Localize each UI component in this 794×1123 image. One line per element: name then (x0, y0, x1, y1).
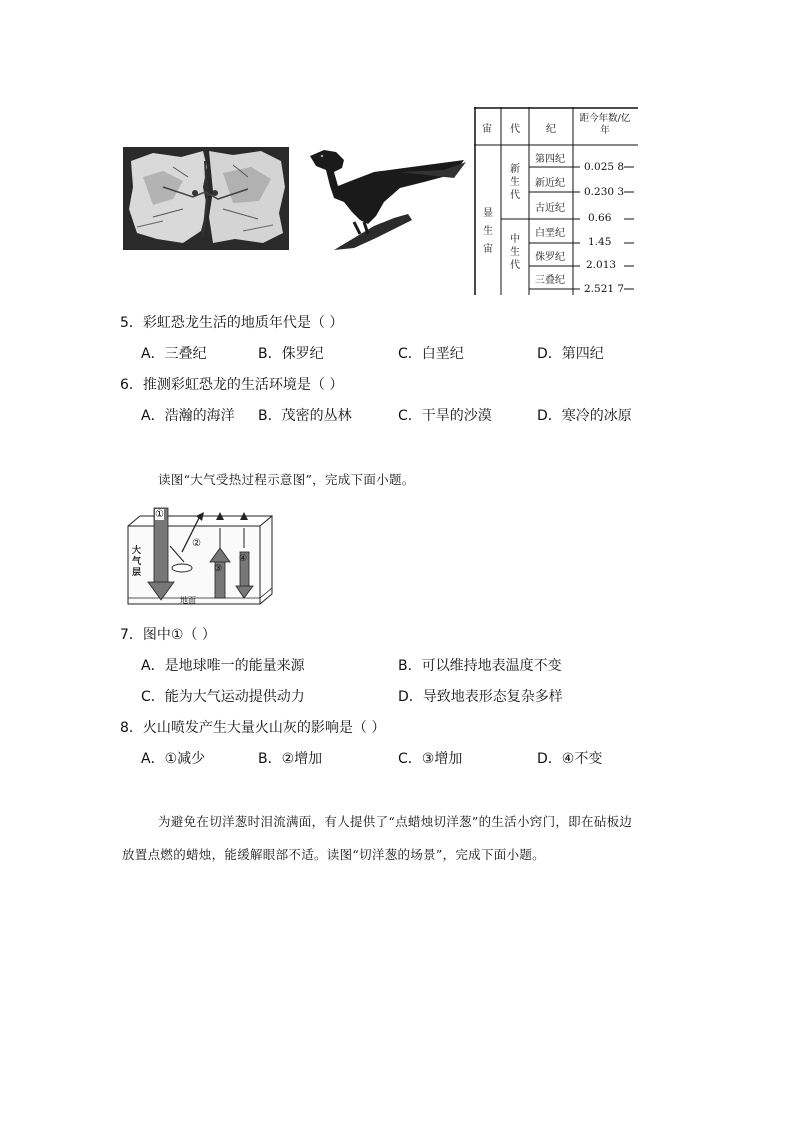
ground-label: 地面 (180, 596, 196, 605)
age-cretaceous: 1.45 (588, 236, 612, 248)
question-7-stem: 7．图中①（ ） (120, 627, 216, 643)
age-quaternary: 0.025 8 (584, 161, 625, 173)
q5-option-a[interactable]: A．三叠纪 (141, 346, 207, 362)
q7-option-a[interactable]: A．是地球唯一的能量来源 (141, 658, 305, 674)
q7-option-b[interactable]: B．可以维持地表温度不变 (398, 658, 562, 674)
q6-option-a[interactable]: A．浩瀚的海洋 (141, 408, 235, 424)
q6-option-b[interactable]: B．茂密的丛林 (258, 408, 352, 424)
period-quaternary: 第四纪 (535, 154, 565, 165)
period-triassic: 三叠纪 (535, 275, 565, 286)
age-neogene: 0.230 3 (584, 186, 625, 198)
q8-option-d[interactable]: D．④不变 (537, 751, 603, 767)
q5-option-c[interactable]: C．白垩纪 (398, 346, 464, 362)
period-neogene: 新近纪 (535, 178, 565, 189)
era-mesozoic: 中生代 (510, 234, 520, 271)
q6-option-c[interactable]: C．干旱的沙漠 (398, 408, 492, 424)
header-period: 纪 (546, 124, 556, 135)
header-era: 代 (510, 124, 520, 135)
intro-onion-line-1: 为避免在切洋葱时泪流满面，有人提供了“点蜡烛切洋葱”的生活小窍门，即在砧板边 (158, 814, 633, 829)
q8-option-c[interactable]: C．③增加 (398, 751, 463, 767)
era-cenozoic: 新生代 (510, 164, 520, 201)
fossil-image (123, 147, 289, 250)
intro-atmosphere-heating: 读图“大气受热过程示意图”，完成下面小题。 (158, 472, 415, 487)
question-6-stem: 6．推测彩虹恐龙的生活环境是（ ） (120, 377, 344, 393)
period-jurassic: 侏罗纪 (535, 252, 565, 263)
q7-option-d[interactable]: D．导致地表形态复杂多样 (398, 689, 563, 705)
marker-4: ④ (239, 554, 248, 564)
age-jurassic: 2.013 (586, 259, 617, 271)
q8-option-a[interactable]: A．①减少 (141, 751, 206, 767)
q5-option-b[interactable]: B．侏罗纪 (258, 346, 324, 362)
geologic-time-table (474, 107, 638, 295)
header-age: 距今年数/亿年 (579, 113, 631, 136)
question-8-stem: 8．火山喷发产生大量火山灰的影响是（ ） (120, 720, 386, 736)
age-paleogene: 0.66 (588, 212, 612, 224)
marker-2: ② (192, 538, 201, 549)
atmosphere-heating-diagram (124, 506, 280, 606)
question-5-stem: 5．彩虹恐龙生活的地质年代是（ ） (120, 315, 344, 331)
marker-1: ① (155, 509, 164, 520)
period-cretaceous: 白垩纪 (535, 228, 565, 239)
age-triassic: 2.521 7 (584, 283, 625, 295)
q5-option-d[interactable]: D．第四纪 (537, 346, 604, 362)
atmosphere-label: 大气层 (132, 546, 142, 578)
q6-option-d[interactable]: D．寒冷的冰原 (537, 408, 632, 424)
q8-option-b[interactable]: B．②增加 (258, 751, 323, 767)
dinosaur-image (304, 142, 468, 254)
period-paleogene: 古近纪 (535, 203, 565, 214)
q7-option-c[interactable]: C．能为大气运动提供动力 (141, 689, 305, 705)
marker-3: ③ (214, 564, 223, 574)
eon-label: 显生宙 (483, 208, 493, 255)
intro-onion-line-2: 放置点燃的蜡烛，能缓解眼部不适。读图“切洋葱的场景”，完成下面小题。 (122, 847, 545, 862)
header-eon: 宙 (482, 124, 492, 135)
